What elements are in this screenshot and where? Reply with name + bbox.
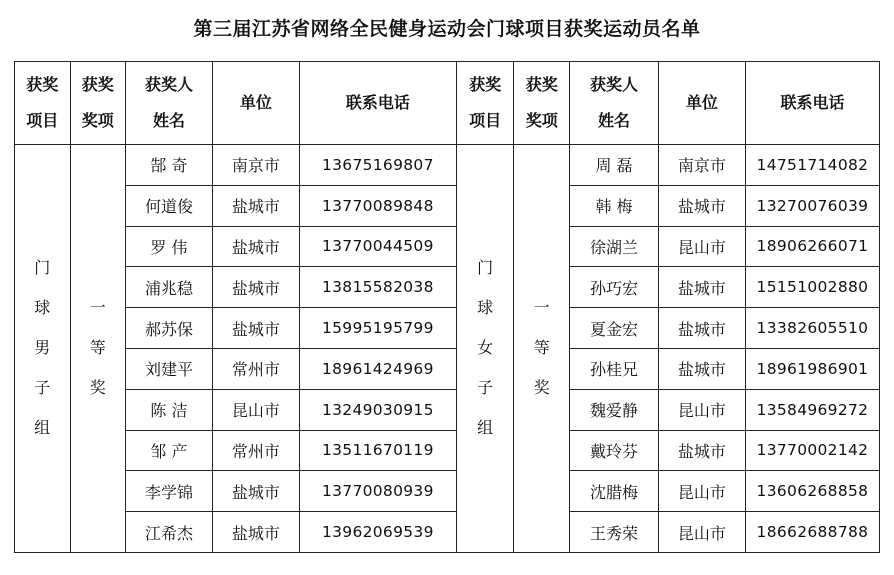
header-name: 获奖人 姓名 (569, 62, 658, 145)
women-award-cell-char: 一 (533, 298, 550, 318)
men-award-cell-char: 一 (89, 298, 106, 318)
table-row (15, 512, 880, 553)
table-row (15, 145, 880, 186)
men-award-cell-char: 奖 (89, 378, 106, 398)
men-project-cell (15, 145, 71, 553)
table-row (15, 471, 880, 512)
men-phone-cell: 13815582038 (299, 267, 456, 308)
women-phone-cell: 18906266071 (745, 226, 879, 267)
men-phone-cell: 13675169807 (299, 145, 456, 186)
table-row (15, 430, 880, 471)
men-unit-cell: 盐城市 (212, 308, 299, 349)
women-phone-cell: 18662688788 (745, 512, 879, 553)
men-name-cell: 李学锦 (126, 471, 213, 512)
women-phone-cell: 13270076039 (745, 185, 879, 226)
men-phone-cell: 13511670119 (299, 430, 456, 471)
women-project-cell (456, 145, 514, 553)
women-name-cell: 王秀荣 (569, 512, 658, 553)
women-name-cell: 夏金宏 (569, 308, 658, 349)
men-phone-cell: 15995195799 (299, 308, 456, 349)
men-phone-cell: 13770089848 (299, 185, 456, 226)
men-unit-cell: 常州市 (212, 430, 299, 471)
women-phone-cell: 15151002880 (745, 267, 879, 308)
men-name-cell: 罗 伟 (126, 226, 213, 267)
table-row (15, 226, 880, 267)
men-name-cell: 何道俊 (126, 185, 213, 226)
women-unit-cell: 昆山市 (658, 512, 745, 553)
women-phone-cell: 18961986901 (745, 348, 879, 389)
women-phone-cell: 13770002142 (745, 430, 879, 471)
header-project: 获奖 项目 (15, 62, 71, 145)
table-row (15, 185, 880, 226)
men-unit-cell: 盐城市 (212, 185, 299, 226)
men-unit-cell: 盐城市 (212, 471, 299, 512)
men-unit-cell: 盐城市 (212, 267, 299, 308)
women-unit-cell: 盐城市 (658, 348, 745, 389)
men-name-cell: 陈 洁 (126, 389, 213, 430)
header-project: 获奖 项目 (456, 62, 514, 145)
men-name-cell: 浦兆稳 (126, 267, 213, 308)
women-unit-cell: 盐城市 (658, 430, 745, 471)
women-project-cell-char: 门 (477, 258, 494, 278)
women-unit-cell: 昆山市 (658, 389, 745, 430)
table-row (15, 308, 880, 349)
men-unit-cell: 盐城市 (212, 512, 299, 553)
men-project-cell-char: 子 (34, 378, 51, 398)
men-award-cell-char: 等 (89, 338, 106, 358)
women-name-cell: 孙桂兄 (569, 348, 658, 389)
women-phone-cell: 13584969272 (745, 389, 879, 430)
header-award: 获奖 奖项 (514, 62, 570, 145)
table-row (15, 389, 880, 430)
table-row (15, 348, 880, 389)
men-unit-cell: 常州市 (212, 348, 299, 389)
header-award: 获奖 奖项 (70, 62, 126, 145)
women-project-cell-char: 女 (477, 338, 494, 358)
men-name-cell: 郝苏保 (126, 308, 213, 349)
header-phone: 联系电话 (299, 62, 456, 145)
women-project-cell-char: 子 (477, 378, 494, 398)
women-name-cell: 沈腊梅 (569, 471, 658, 512)
document-title: 第三届江苏省网络全民健身运动会门球项目获奖运动员名单 (193, 18, 701, 40)
women-unit-cell: 昆山市 (658, 226, 745, 267)
header-unit: 单位 (658, 62, 745, 145)
women-name-cell: 韩 梅 (569, 185, 658, 226)
women-award-cell (514, 145, 570, 553)
women-phone-cell: 14751714082 (745, 145, 879, 186)
women-name-cell: 徐湖兰 (569, 226, 658, 267)
men-name-cell: 刘建平 (126, 348, 213, 389)
award-table (14, 61, 880, 553)
men-phone-cell: 18961424969 (299, 348, 456, 389)
women-unit-cell: 南京市 (658, 145, 745, 186)
women-phone-cell: 13606268858 (745, 471, 879, 512)
women-unit-cell: 盐城市 (658, 308, 745, 349)
men-phone-cell: 13770044509 (299, 226, 456, 267)
women-award-cell-char: 奖 (533, 378, 550, 398)
women-name-cell: 戴玲芬 (569, 430, 658, 471)
header-unit: 单位 (212, 62, 299, 145)
men-unit-cell: 盐城市 (212, 226, 299, 267)
men-name-cell: 郜 奇 (126, 145, 213, 186)
men-name-cell: 江希杰 (126, 512, 213, 553)
women-unit-cell: 盐城市 (658, 267, 745, 308)
women-award-cell-char: 等 (533, 338, 550, 358)
women-name-cell: 孙巧宏 (569, 267, 658, 308)
table-row (15, 267, 880, 308)
men-project-cell-char: 门 (34, 258, 51, 278)
men-phone-cell: 13249030915 (299, 389, 456, 430)
men-unit-cell: 昆山市 (212, 389, 299, 430)
women-phone-cell: 13382605510 (745, 308, 879, 349)
header-name: 获奖人 姓名 (126, 62, 213, 145)
men-name-cell: 邹 产 (126, 430, 213, 471)
women-name-cell: 魏爱静 (569, 389, 658, 430)
women-unit-cell: 昆山市 (658, 471, 745, 512)
women-project-cell-char: 组 (477, 418, 494, 438)
men-phone-cell: 13962069539 (299, 512, 456, 553)
men-phone-cell: 13770080939 (299, 471, 456, 512)
header-row (15, 62, 880, 145)
women-unit-cell: 盐城市 (658, 185, 745, 226)
header-phone: 联系电话 (745, 62, 879, 145)
women-project-cell-char: 球 (477, 298, 494, 318)
men-project-cell-char: 男 (34, 338, 51, 358)
men-project-cell-char: 组 (34, 418, 51, 438)
men-award-cell (70, 145, 126, 553)
men-project-cell-char: 球 (34, 298, 51, 318)
men-unit-cell: 南京市 (212, 145, 299, 186)
women-name-cell: 周 磊 (569, 145, 658, 186)
